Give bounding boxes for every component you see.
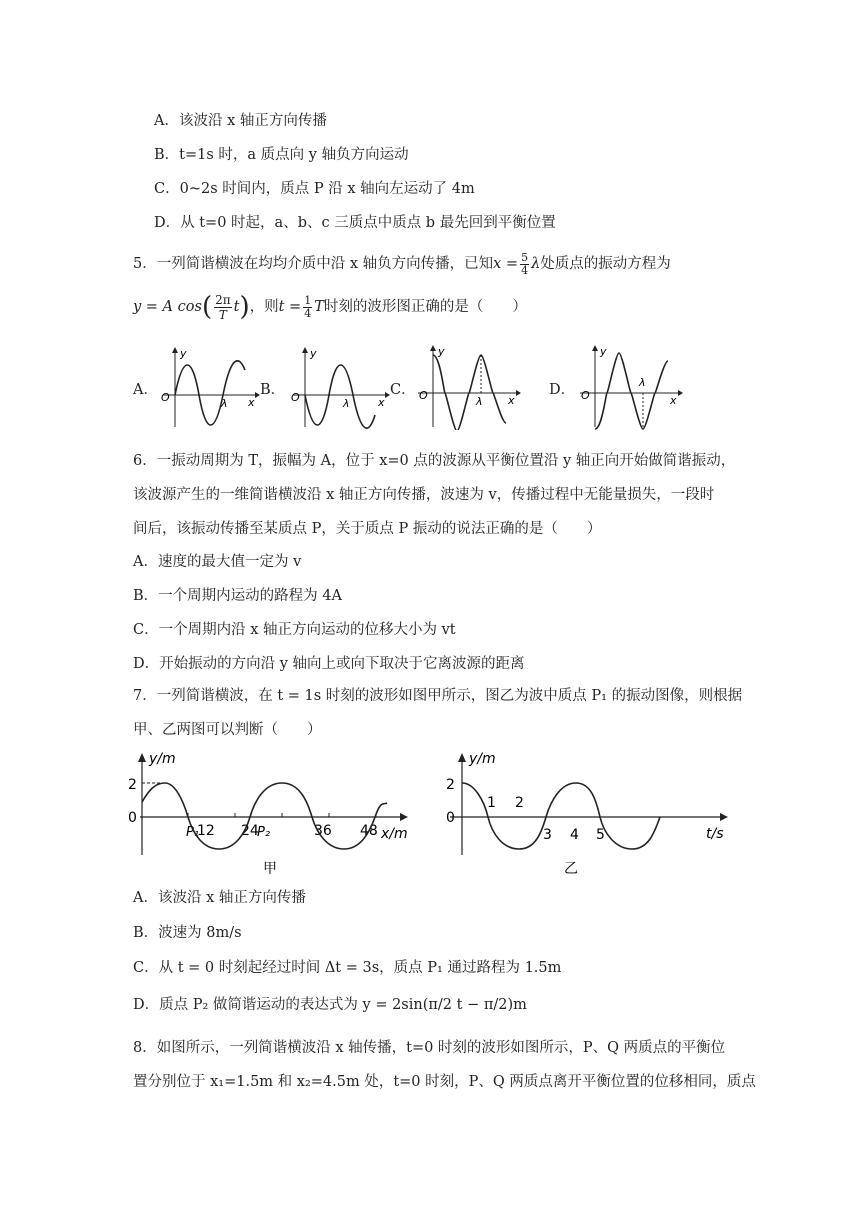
- yi-x-label: t/s: [706, 826, 724, 842]
- graph-lambda: λ: [221, 397, 228, 410]
- q5-option-b-label: B．: [260, 382, 286, 398]
- q5-option-a-label: A．: [133, 382, 158, 398]
- graph-x-label: x: [378, 396, 385, 409]
- q4-option-d: D．从 t=0 时起，a、b、c 三质点中质点 b 最先回到平衡位置: [154, 215, 556, 231]
- q7-option-b: B．波速为 8m/s: [133, 925, 242, 941]
- graph-y-label: y: [438, 345, 445, 358]
- jia-x-label: x/m: [381, 826, 408, 842]
- yi-t-tick-5: 5: [596, 827, 605, 843]
- yi-y-label: y/m: [469, 751, 496, 767]
- q4-option-b: B．t=1s 时，a 质点向 y 轴负方向运动: [154, 147, 409, 163]
- jia-x-tick-24: 24: [241, 823, 259, 839]
- q5-graph-a: [155, 345, 260, 430]
- jia-caption: 甲: [263, 861, 277, 877]
- graph-lambda: λ: [476, 395, 483, 408]
- q4-option-a: A．该波沿 x 轴正方向传播: [154, 113, 327, 129]
- graph-x-label: x: [508, 394, 515, 407]
- yi-t-tick-4: 4: [570, 827, 579, 843]
- graph-lambda: λ: [639, 376, 646, 389]
- q7-figure-yi: [440, 745, 735, 880]
- jia-x-tick-12: 12: [197, 823, 215, 839]
- yi-caption: 乙: [564, 861, 578, 877]
- graph-x-label: x: [670, 394, 677, 407]
- jia-y-label: y/m: [149, 751, 176, 767]
- graph-origin: O: [291, 391, 300, 404]
- q7-option-a: A．该波沿 x 轴正方向传播: [133, 890, 306, 906]
- yi-t-tick-2: 2: [515, 795, 524, 811]
- q5-stem-line1: 5．一列简谐横波在均均介质中沿 x 轴负方向传播，已知x = $\frac{5}{4}$ λ处质点的振动方程为: [133, 250, 671, 277]
- yi-origin: 0: [446, 810, 455, 826]
- graph-y-label: y: [600, 345, 607, 358]
- q7-figure-jia: [125, 745, 415, 880]
- jia-p2-label: P₂: [257, 825, 271, 840]
- q5-graph-b: [285, 345, 390, 430]
- q8-stem-line1: 8．如图所示，一列简谐横波沿 x 轴传播，t=0 时刻的波形如图所示，P、Q 两质点的平衡位: [133, 1040, 726, 1056]
- q5-graph-d: [572, 343, 684, 430]
- q5-option-d-label: D．: [549, 382, 576, 398]
- yi-t-tick-3: 3: [543, 827, 552, 843]
- graph-origin: O: [161, 391, 170, 404]
- q5-stem-line2: y = A cos( $\frac{2\pi}{T} t$)，则t = $\frac{1}{4}$ T时刻的波形图正确的是（ ）: [133, 292, 527, 322]
- graph-x-label: x: [248, 396, 255, 409]
- jia-p1-label: P₁: [186, 825, 200, 840]
- graph-lambda: λ: [343, 397, 350, 410]
- yi-t-tick-1: 1: [487, 795, 496, 811]
- jia-x-tick-36: 36: [314, 823, 332, 839]
- q7-option-d: D．质点 P₂ 做简谐运动的表达式为 y = 2sin(π/2 t − π/2)m: [133, 997, 527, 1013]
- q6-stem-line2: 该波源产生的一维简谐横波沿 x 轴正方向传播，波速为 v，传播过程中无能量损失，一段时: [133, 487, 715, 503]
- q5-graph-c: [410, 343, 522, 430]
- q7-option-c: C．从 t = 0 时刻起经过时间 Δt = 3s，质点 P₁ 通过路程为 1.5m: [133, 960, 562, 976]
- q6-stem-line1: 6．一振动周期为 T，振幅为 A，位于 x=0 点的波源从平衡位置沿 y 轴正向开始做简谐振动，: [133, 453, 736, 469]
- q7-stem-line2: 甲、乙两图可以判断（ ）: [133, 722, 322, 738]
- q5-option-c-label: C．: [390, 382, 416, 398]
- q6-option-c: C．一个周期内沿 x 轴正方向运动的位移大小为 vt: [133, 622, 456, 638]
- q8-stem-line2: 置分别位于 x₁=1.5m 和 x₂=4.5m 处，t=0 时刻，P、Q 两质点离开平衡位置的位移相同，质点: [133, 1074, 756, 1090]
- graph-origin: O: [419, 389, 428, 402]
- q7-stem-line1: 7．一列简谐横波，在 t = 1s 时刻的波形如图甲所示，图乙为波中质点 P₁ 的振动图像，则根据: [133, 688, 743, 704]
- q6-option-a: A．速度的最大值一定为 v: [133, 554, 302, 570]
- jia-origin: 0: [128, 810, 137, 826]
- yi-y-tick: 2: [446, 777, 455, 793]
- q6-option-b: B．一个周期内运动的路程为 4A: [133, 588, 342, 604]
- jia-x-tick-48: 48: [360, 823, 378, 839]
- graph-origin: O: [581, 389, 590, 402]
- graph-y-label: y: [310, 347, 317, 360]
- graph-y-label: y: [180, 347, 187, 360]
- jia-y-tick: 2: [128, 777, 137, 793]
- q6-stem-line3: 间后，该振动传播至某质点 P，关于质点 P 振动的说法正确的是（ ）: [133, 521, 602, 537]
- q6-option-d: D．开始振动的方向沿 y 轴向上或向下取决于它离波源的距离: [133, 656, 525, 672]
- q4-option-c: C．0~2s 时间内，质点 P 沿 x 轴向左运动了 4m: [154, 181, 475, 197]
